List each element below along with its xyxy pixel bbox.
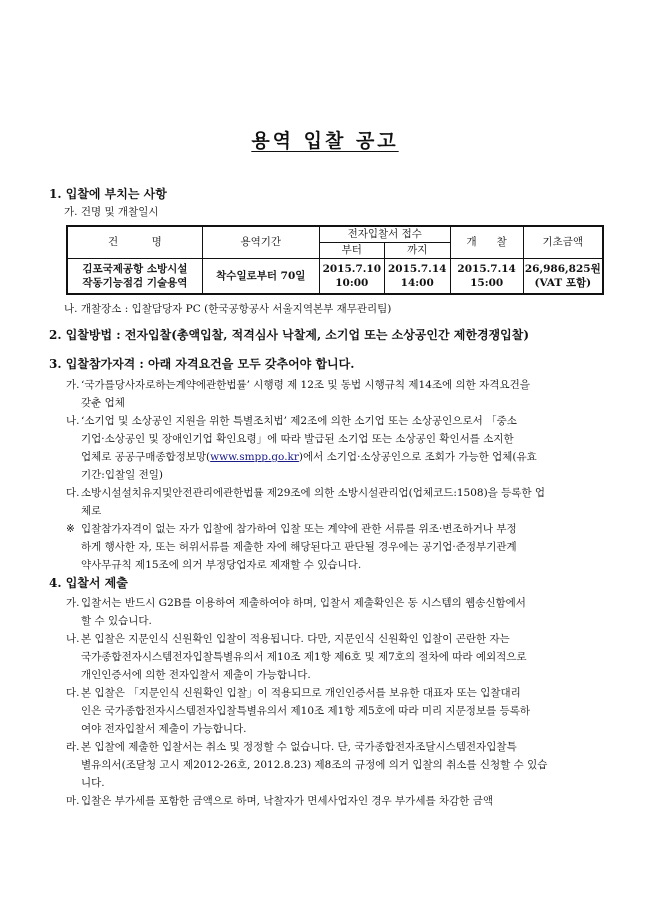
section-3-heading: 3. 입찰참가자격 : 아래 자격요건을 모두 갖추어야 합니다. [49,357,355,371]
header-esubmit: 전자입찰서 접수 [319,226,450,242]
section-4-item-ga: 가. 입찰서는 반드시 G2B를 이용하여 제출하여야 하며, 입찰서 제출확인은 동 시스템의 웹송신함에서 할 수 있습니다. [66,597,526,627]
page-title: 용역 입찰 공고 [251,130,399,152]
section-3-note: ※ 입찰참가자격이 없는 자가 입찰에 참가하여 입찰 또는 계약에 관한 서류를 위조·변조하거나 부정 하게 행사한 자, 또는 허위서류를 제출한 자에 해당된다고 판단될 경우에는 공기업·준정부기관계 약사무규칙 제15조에 의거 부정당업자로 제재할 수 있습니다. [66,523,517,571]
cell-period: 착수일로부터 70일 [202,258,319,294]
header-from: 부터 [319,242,384,258]
cell-open: 2015.7.14 15:00 [450,258,523,294]
section-3-item-da: 다. 소방시설설치유지및안전관리에관한법률 제29조에 의한 소방시설관리업(업체코드:1508)을 등록한 업 체로 [66,487,546,517]
header-period: 용역기간 [202,226,319,258]
cell-price: 26,986,825원 (VAT 포함) [523,258,603,294]
section-3-item-na: 나. ‘소기업 및 소상공인 지원을 위한 특별조치법’ 제2조에 의한 소기업 또는 소상공인으로서 「중소 기업·소상공인 및 장애인기업 확인요령」에 따라 발급된 소기업 또는 소상공인 확인서를 소지한 업체로 공공구매종합정보망(www.smpp.go.kr)에서 소기업·소상공인으로 조회가 가능한 업체(유효 기간:입찰일 전일) [66,415,537,481]
section-1-heading: 1. 입찰에 부치는 사항 [49,187,167,201]
cell-to: 2015.7.14 14:00 [384,258,450,294]
cell-project-name: 김포국제공항 소방시설 작동기능점검 기술용역 [67,258,202,294]
section-2-heading: 2. 입찰방법 : 전자입찰(총액입찰, 적격심사 낙찰제, 소기업 또는 소상공인간 제한경쟁입찰) [49,328,529,342]
section-4-item-da: 다. 본 입찰은 「지문인식 신원확인 입찰」이 적용되므로 개인인증서를 보유한 대표자 또는 입찰대리 인은 국가종합전자시스템전자입찰특별유의서 제10조 제1항 제5호에 따라 미리 지문정보를 등록하 여야 전자입찰서 제출이 가능합니다. [66,687,530,735]
header-price: 기초금액 [523,226,603,258]
section-4-item-na: 나. 본 입찰은 지문인식 신원확인 입찰이 적용됩니다. 다만, 지문인식 신원확인 입찰이 곤란한 자는 국가종합전자시스템전자입찰특별유의서 제10조 제1항 제6호 및 제7호의 절차에 따라 예외적으로 개인인증서에 의한 전자입찰서 제출이 가능합니다. [66,633,527,681]
smpp-link[interactable]: www.smpp.go.kr [210,451,299,463]
header-to: 까지 [384,242,450,258]
section-4-item-ma: 마. 입찰은 부가세를 포함한 금액으로 하며, 낙찰자가 면세사업자인 경우 부가세를 차감한 금액 [66,795,494,807]
section-1-sub-ga: 가. 건명 및 개찰일시 [64,206,159,218]
section-3-item-ga: 가. ‘국가를당사자로하는계약에관한법률’ 시행령 제 12조 및 동법 시행규칙 제14조에 의한 자격요건을 갖춘 업체 [66,379,530,409]
section-1-sub-na: 나. 개찰장소 : 입찰담당자 PC (한국공항공사 서울지역본부 재무관리팀) [64,303,392,315]
section-4-item-ra: 라. 본 입찰에 제출한 입찰서는 취소 및 정정할 수 없습니다. 단, 국가종합전자조달시스템전자입찰특 별유의서(조달청 고시 제2012-26호, 2012.8.23) 제8조의 규정에 의거 입찰의 취소를 신청할 수 있습 니다. [66,741,548,789]
header-open: 개 찰 [450,226,523,258]
cell-from: 2015.7.10 10:00 [319,258,384,294]
bid-schedule-table [66,225,604,295]
header-name: 건 명 [67,226,202,258]
section-4-heading: 4. 입찰서 제출 [49,576,128,590]
